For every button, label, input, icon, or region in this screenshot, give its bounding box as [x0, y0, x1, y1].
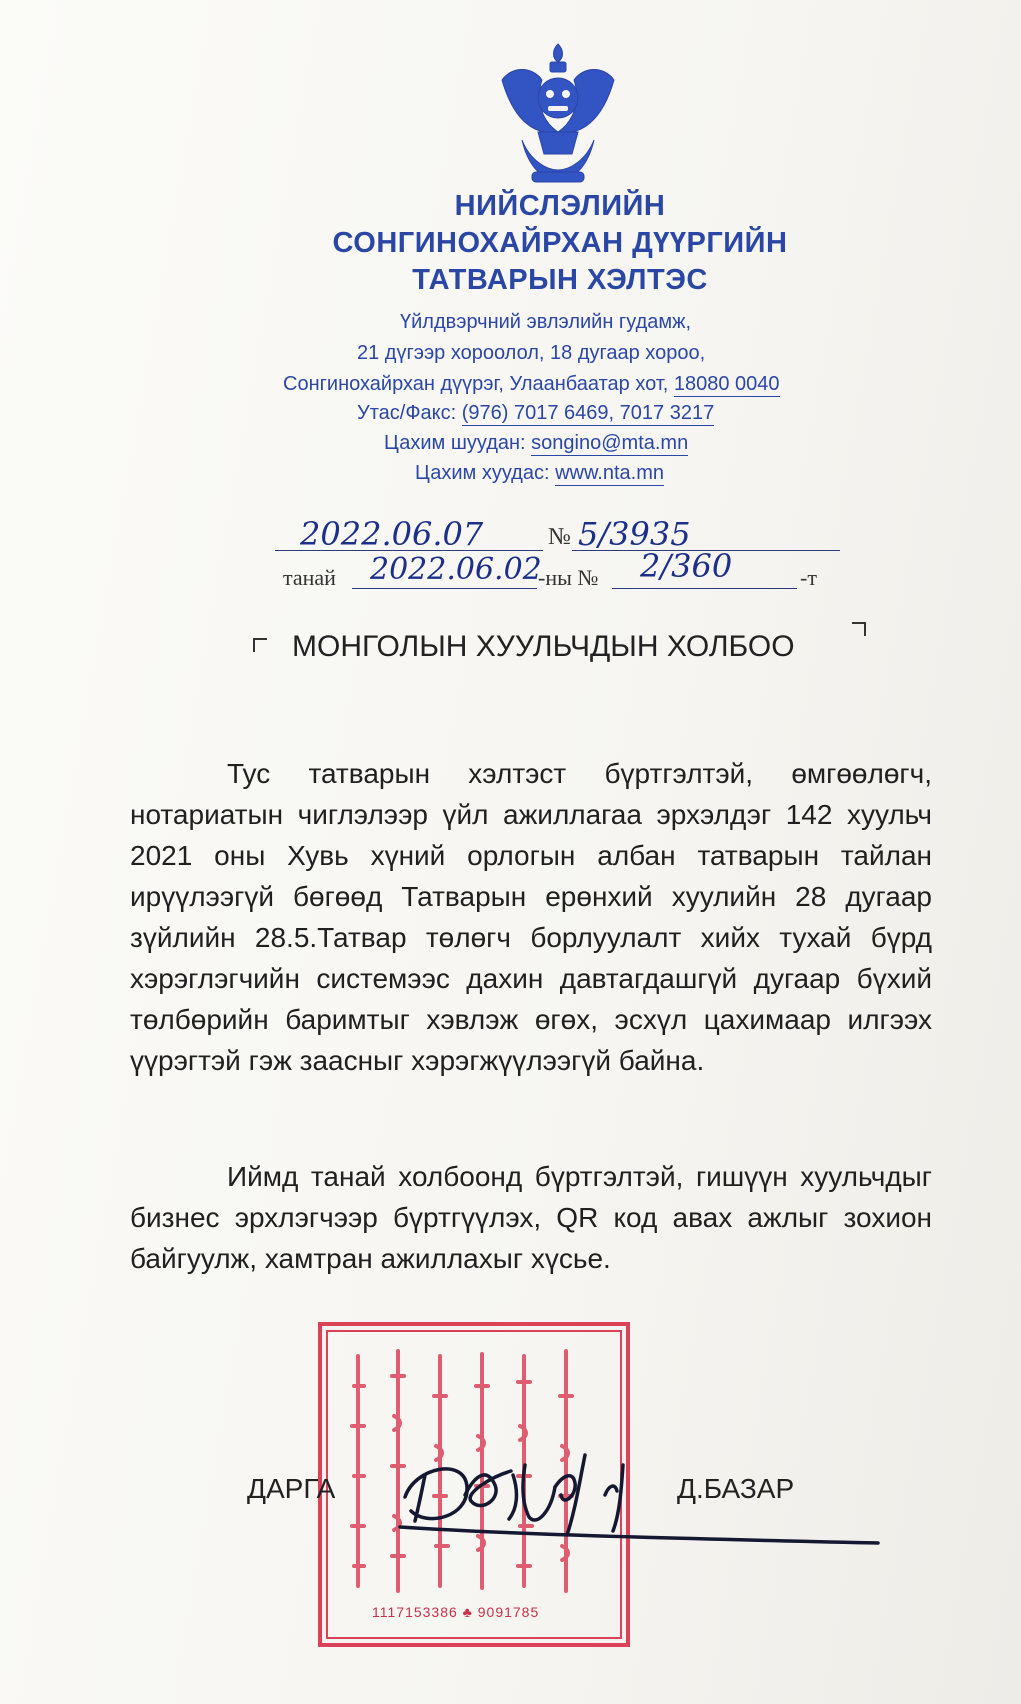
- your-number: 2/360: [640, 547, 733, 585]
- email-value: songino@mta.mn: [531, 432, 689, 454]
- phone-value: (976) 7017 6469, 7017 3217: [461, 402, 715, 424]
- signatory-name: Д.БАЗАР: [677, 1473, 795, 1504]
- recipient: МОНГОЛЫН ХУУЛЬЧДЫН ХОЛБОО: [292, 630, 795, 663]
- your-date: 2022.06.02: [370, 552, 542, 587]
- postal-code: 18080 0040: [673, 373, 780, 395]
- letter-number: 5/3935: [578, 515, 691, 553]
- soyombo-emblem-icon: [492, 40, 624, 190]
- number-label: №: [548, 524, 571, 550]
- address-line2: 21 дүгээр хороолол, 18 дугаар хороо,: [357, 342, 706, 364]
- your-number-underline: [612, 588, 797, 589]
- recipient-corner-right: [852, 622, 866, 636]
- recipient-corner-left: [253, 638, 267, 652]
- org-name-line2: СОНГИНОХАЙРХАН ДҮҮРГИЙН: [332, 227, 788, 259]
- address-line3-text: Сонгинохайрхан дүүрэг, Улаанбаатар хот,: [283, 373, 674, 395]
- address-line3: [283, 373, 780, 396]
- org-name-line1: НИЙСЛЭЛИЙН: [454, 190, 666, 222]
- stamp-number: 1117153386 ♣ 9091785: [372, 1604, 540, 1620]
- email-line: [384, 432, 688, 455]
- handwritten-signature-icon: [395, 1435, 885, 1555]
- body-paragraph-2: Иймд танай холбоонд бүртгэлтэй, гишүүн хуульчдыг бизнес эрхлэгчээр бүртгүүлэх, QR код авах ажлыг зохион байгуулж, хамтран ажиллахыг хүсье.: [130, 1161, 932, 1274]
- phone-label: Утас/Факс:: [357, 402, 462, 424]
- address-line1: Үйлдвэрчний эвлэлийн гудамж,: [400, 311, 692, 333]
- email-label: Цахим шуудан:: [384, 432, 532, 454]
- your-number-label: -ны №: [538, 565, 599, 590]
- your-label: танай: [283, 565, 336, 590]
- body-paragraph-1: Тус татварын хэлтэст бүртгэлтэй, өмгөөлөгч, нотариатын чиглэлээр үйл ажиллагаа эрхэлдэг 142 хуульч 2021 оны Хувь хүний орлогын албан татварын тайлан ирүүлээгүй бөгөөд Татварын ерөнхий хуулийн 28 дугаар зүйлийн 28.5.Татвар төлөгч борлуулалт хийх тухай бүрд хэрэглэгчийн системээс дахин давтагдашгүй дугаар бүхий төлбөрийн баримтыг хэвлэж өгөх, эсхүл цахимаар илгээх үүрэгтэй гэж заасныг хэрэгжүүлээгүй байна.: [130, 758, 932, 1076]
- web-value: www.nta.mn: [555, 462, 665, 484]
- reference-suffix: -т: [800, 565, 817, 590]
- signatory-role: ДАРГА: [247, 1473, 336, 1504]
- your-date-underline: [352, 588, 537, 589]
- letter-date: 2022.06.07: [300, 515, 484, 553]
- web-label: Цахим хуудас:: [415, 462, 556, 484]
- org-name-line3: ТАТВАРЫН ХЭЛТЭС: [412, 264, 708, 296]
- web-line: [415, 462, 664, 485]
- phone-line: [357, 402, 714, 425]
